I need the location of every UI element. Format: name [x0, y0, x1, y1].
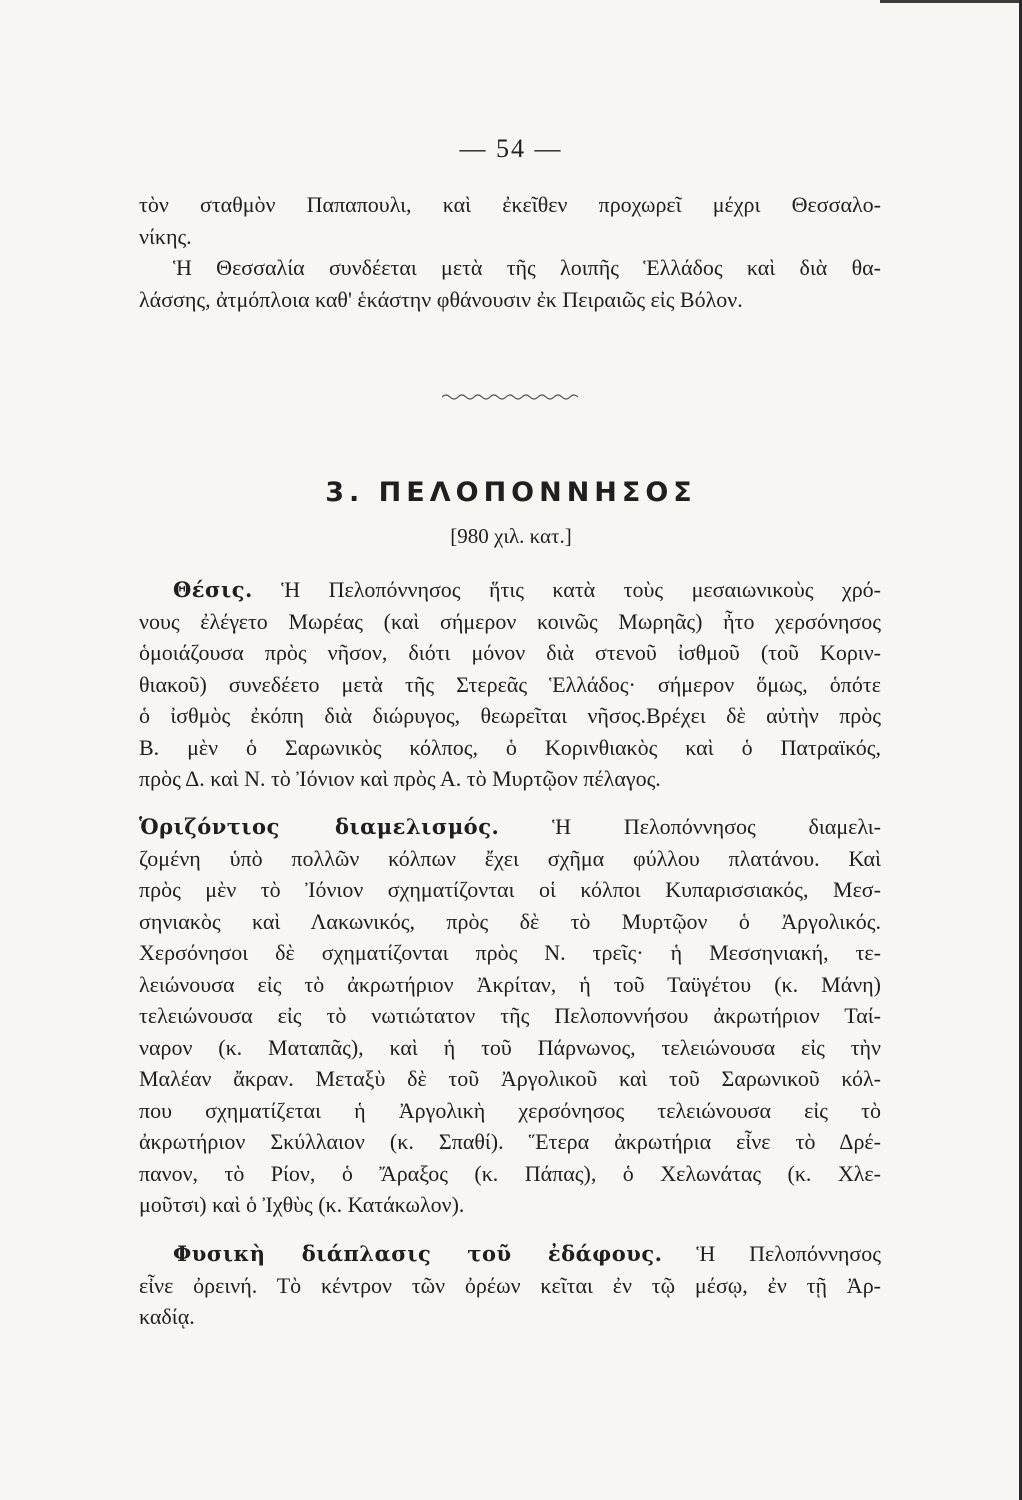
theseis-line: ὁ ἰσθμὸς ἐκόπη διὰ διώρυγος, θεωρεῖται νῆσος.Βρέχει δὲ αὐτὴν πρὸς	[139, 703, 881, 728]
orizontios-first-text: Ἡ Πελοπόννησος διαμελι-	[499, 814, 881, 839]
paragraph-orizontios	[139, 811, 881, 1221]
paragraph-fysiki	[139, 1238, 881, 1333]
orizontios-line: που σχηματίζεται ἡ Ἀργολικὴ χερσόνησος τελειώνουσα εἰς τὸ	[139, 1097, 881, 1123]
theseis-line: ὁμοιάζουσα πρὸς νῆσον, διότι μόνον διὰ στενοῦ ἰσθμοῦ (τοῦ Κοριν-	[139, 640, 881, 665]
fysiki-line: εἶνε ὀρεινή. Τὸ κέντρον τῶν ὀρέων κεῖται ἐν τῷ μέσῳ, ἐν τῇ Ἀρ-	[139, 1272, 881, 1298]
orizontios-line: Μαλέαν ἄκραν. Μεταξὺ δὲ τοῦ Ἀργολικοῦ καὶ τοῦ Σαρωνικοῦ κόλ-	[139, 1066, 881, 1091]
orizontios-line: Χερσόνησοι δὲ σχηματίζονται πρὸς Ν. τρεῖς· ἡ Μεσσηνιακή, τε-	[139, 940, 881, 965]
orizontios-line: ναρον (κ. Ματαπᾶς), καὶ ἡ τοῦ Πάρνωνος, τελειώνουσα εἰς τὴν	[139, 1034, 881, 1060]
fysiki-first-text: Ἡ Πελοπόννησος	[662, 1241, 881, 1266]
theseis-heading: Θέσις.	[173, 577, 253, 602]
orizontios-line: μοῦτσι) καὶ ὁ Ἰχθὺς (κ. Κατάκωλον).	[139, 1192, 465, 1217]
intro-line-1: τὸν σταθμὸν Παπαπουλι, καὶ ἐκεῖθεν προχωρεῖ μέχρι Θεσσαλο-	[139, 192, 881, 217]
page-number: — 54 —	[459, 134, 563, 163]
page-edge-top	[880, 0, 1022, 3]
orizontios-line: λειώνουσα εἰς τὸ ἀκρωτήριον Ἀκρίταν, ἡ τοῦ Ταϋγέτου (κ. Μάνη)	[139, 971, 881, 997]
theseis-line: νους ἐλέγετο Μωρέας (καὶ σήμερον κοινῶς Μωρηᾶς) ἦτο χερσόνησος	[139, 608, 881, 634]
section-title: 3. ΠΕΛΟΠΟΝΝΗΣΟΣ	[325, 477, 697, 508]
intro-line-2: νίκης.	[139, 223, 192, 249]
intro-line-4: λάσσης, ἀτμόπλοια καθ' ἑκάστην φθάνουσιν ἐκ Πειραιῶς εἰς Βόλον.	[139, 286, 743, 312]
orizontios-line: πρὸς μὲν τὸ Ἰόνιον σχηματίζονται οἱ κόλποι Κυπαρισσιακός, Μεσ-	[139, 877, 881, 902]
fysiki-heading: Φυσικὴ διάπλασις τοῦ ἐδάφους.	[173, 1241, 663, 1266]
orizontios-line: ἀκρωτήριον Σκύλλαιον (κ. Σπαθί). Ἕτερα ἀκρωτήρια εἶνε τὸ Δρέ-	[139, 1129, 881, 1154]
fysiki-first-line	[139, 1238, 881, 1270]
theseis-first-text: Ἡ Πελοπόννησος ἥτις κατὰ τοὺς μεσαιωνικοὺς χρό-	[252, 577, 881, 602]
theseis-first-line	[139, 574, 881, 606]
orizontios-line: σηνιακὸς καὶ Λακωνικός, πρὸς δὲ τὸ Μυρτῷον ὁ Ἀργολικός.	[139, 908, 881, 934]
paragraph-theseis	[139, 574, 881, 795]
orizontios-line: τελειώνουσα εἰς τὸ νωτιώτατον τῆς Πελοποννήσου ἀκρωτήριον Ταί-	[139, 1003, 881, 1028]
orizontios-heading: Ὁριζόντιος διαμελισμός.	[139, 814, 500, 839]
section-divider	[442, 392, 578, 402]
theseis-line: Β. μὲν ὁ Σαρωνικὸς κόλπος, ὁ Κορινθιακὸς καὶ ὁ Πατραϊκός,	[139, 734, 881, 760]
fysiki-line: καδίᾳ.	[139, 1304, 195, 1329]
intro-paragraph	[139, 189, 881, 315]
theseis-line: θιακοῦ) συνεδέετο μετὰ τῆς Στερεᾶς Ἑλλάδος· σήμερον ὅμως, ὁπότε	[139, 671, 881, 697]
intro-line-3: Ἡ Θεσσαλία συνδέεται μετὰ τῆς λοιπῆς Ἑλλάδος καὶ διὰ θα-	[173, 255, 881, 280]
orizontios-first-line	[139, 811, 881, 843]
orizontios-line: ζομένη ὑπὸ πολλῶν κόλπων ἔχει σχῆμα φύλλου πλατάνου. Καὶ	[139, 845, 881, 871]
orizontios-line: πανον, τὸ Ρίον, ὁ Ἄραξος (κ. Πάπας), ὁ Χελωνάτας (κ. Χλε-	[139, 1160, 881, 1186]
section-subtitle: [980 χιλ. κατ.]	[450, 524, 572, 548]
theseis-line: πρὸς Δ. καὶ Ν. τὸ Ἰόνιον καὶ πρὸς Α. τὸ Μυρτῷον πέλαγος.	[139, 766, 661, 791]
